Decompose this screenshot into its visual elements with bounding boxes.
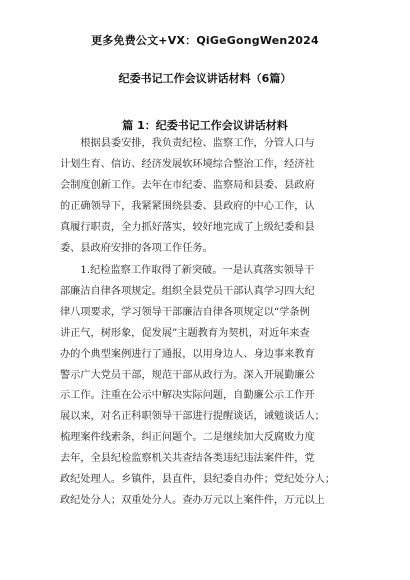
text-line: 部廉洁自律各项规定。组织全县党员干部认真学习四大纪 <box>60 285 315 297</box>
document-title: 纪委书记工作会议讲话材料（6篇） <box>118 72 292 85</box>
text-line: 根据县委安排，我负责纪检、监察工作，分管人口与 <box>60 138 315 149</box>
text-line: 会制度创新工作。去年在市纪委、监察局和县委、县政府 <box>60 179 315 191</box>
text-line: 示工作。注重在公示中解决实际问题，自勤廉公示工作开 <box>60 390 315 402</box>
section-title: 篇 1：纪委书记工作会议讲话材料 <box>122 119 288 132</box>
text-line: 律八项要求，学习领导干部廉洁自律各项规定以“学条例 <box>60 306 310 318</box>
text-line: 1.纪检监察工作取得了新突破。一是认真落实领导干 <box>60 265 315 276</box>
text-line: 讲正气，树形象，促发展”主题教育为契机，对近年来查 <box>60 327 310 339</box>
promo-banner: 更多免费公文+VX：QiGeGongWen2024 <box>91 34 319 47</box>
paragraph-intro <box>60 134 351 259</box>
text-line: 梳理案件线索条，纠正问题个。二是继续加大反腐败力度 <box>60 432 315 444</box>
text-line: 真履行职责，全力抓好落实，较好地完成了上级纪委和县 <box>60 221 315 233</box>
paragraph-discipline-work <box>60 261 351 512</box>
text-line: 展以来，对名正科职领导干部进行提醒谈话，诫勉谈话人； <box>60 411 325 423</box>
text-line: 委、县政府安排的各项工作任务。 <box>60 242 213 254</box>
text-line: 办的个典型案例进行了通报，以用身边人、身边事来教育 <box>60 348 315 360</box>
text-line: 计划生育、信访、经济发展软环境综合整治工作，经济社 <box>60 158 315 170</box>
text-line: 的正确领导下，我紧紧围绕县委、县政府的中心工作，认 <box>60 200 315 212</box>
text-line: 去年，全县纪检监察机关共查结各类违纪违法案件件，党 <box>60 453 315 465</box>
text-line: 警示广大党员干部，规范干部从政行为。深入开展勤廉公 <box>60 369 315 381</box>
text-line: 政纪处分人；双重处分人。查办万元以上案件件，万元以上 <box>60 494 325 506</box>
text-line: 政纪处理人。乡镇件，县直件，县纪委自办件；党纪处分人； <box>60 474 336 486</box>
